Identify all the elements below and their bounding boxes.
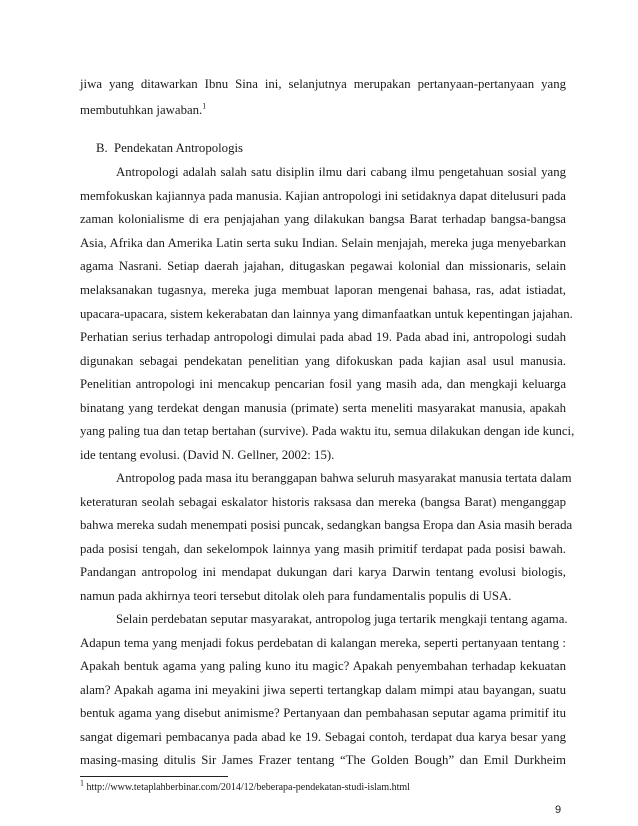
text-line: Perhatian serius terhadap antropologi dimulai pada abad 19. Pada abad ini, antropologi sudah — [80, 330, 566, 344]
text-line: yang paling tua dan tetap bertahan (survive). Pada waktu itu, semua dilakukan dengan ide kunci, — [80, 424, 575, 438]
text-line: ide tentang evolusi. (David N. Gellner, 2002: 15). — [80, 448, 335, 462]
text-line: alam? Apakah agama ini meyakini jiwa seperti tertangkap dalam mimpi atau bayangan, suatu — [80, 683, 566, 697]
text-line: zaman kolonialisme di era penjajahan yang dilakukan bangsa Barat terhadap bangsa-bangsa — [80, 212, 566, 226]
intro-line-end — [80, 102, 566, 118]
page-number: 9 — [555, 804, 562, 816]
footnote — [80, 778, 410, 793]
footnote-reference[interactable]: 1 — [202, 101, 207, 111]
section-letter: B. — [96, 141, 108, 155]
text-line: memfokuskan kajiannya pada manusia. Kajian antropologi ini setidaknya dapat ditelusuri pada — [80, 189, 566, 203]
text-line: agama Nasrani. Setiap daerah jajahan, ditugaskan pegawai kolonial dan missionaris, selain — [80, 259, 566, 273]
footnote-link[interactable]: http://www.tetaplahberbinar.com/2014/12/beberapa-pendekatan-studi-islam.html — [86, 782, 410, 793]
footnote-number: 1 — [80, 778, 84, 788]
text-line: Apakah bentuk agama yang paling kuno itu magic? Apakah penyembahan terhadap kekuatan — [80, 659, 566, 673]
text-line: upacara-upacara, sistem kekerabatan dan lainnya yang dimanfaatkan untuk kepentingan jajahan. — [80, 307, 573, 321]
text-line: pada posisi tengah, dan sekelompok lainnya yang masih primitif terdapat pada posisi bawah. — [80, 542, 566, 556]
text-line: namun pada akhirnya teori tersebut ditolak oleh para fundamentalis populis di USA. — [80, 589, 512, 603]
text-line: Asia, Afrika dan Amerika Latin serta suku Indian. Selain menjajah, mereka juga menyebarkan — [80, 236, 566, 250]
text-line: keteraturan seolah sebagai eskalator historis raksasa dan mereka (bangsa Barat) menganggap — [80, 495, 566, 509]
section-heading — [96, 141, 243, 156]
text-line: Selain perdebatan seputar masyarakat, antropolog juga tertarik mengkaji tentang agama. — [116, 612, 568, 626]
text-line: melaksanakan tugasnya, mereka juga membuat laporan mengenai bahasa, ras, adat istiadat, — [80, 283, 566, 297]
section-title: Pendekatan Antropologis — [114, 141, 244, 155]
text-line: bahwa mereka sudah menempati posisi puncak, sedangkan bangsa Eropa dan Asia masih berada — [80, 518, 573, 532]
intro-line: jiwa yang ditawarkan Ibnu Sina ini, selanjutnya merupakan pertanyaan-pertanyaan yang — [80, 77, 566, 91]
text-line: digunakan sebagai pendekatan penelitian yang difokuskan pada kajian asal usul manusia. — [80, 354, 566, 368]
footnote-divider — [80, 776, 228, 777]
text-line: bentuk agama yang disebut animisme? Pertanyaan dan pembahasan seputar agama primitif itu — [80, 706, 566, 720]
intro-text: membutuhkan jawaban. — [80, 103, 203, 117]
text-line: Adapun tema yang menjadi fokus perdebatan di kalangan mereka, seperti pertanyaan tentang : — [80, 636, 566, 650]
text-line: Antropologi adalah salah satu disiplin ilmu dari cabang ilmu pengetahuan sosial yang — [116, 165, 566, 179]
text-line: masing-masing ditulis Sir James Frazer tentang “The Golden Bough” dan Emil Durkheim — [80, 753, 566, 767]
text-line: Pandangan antropolog ini mendapat dukungan dari karya Darwin tentang evolusi biologis, — [80, 565, 566, 579]
text-line: binatang yang terdekat dengan manusia (primate) serta meneliti masyarakat manusia, apakah — [80, 401, 566, 415]
text-line: Antropolog pada masa itu beranggapan bahwa seluruh masyarakat manusia tertata dalam — [116, 471, 572, 485]
text-line: Penelitian antropologi ini mencakup pencarian fosil yang masih ada, dan mengkaji keluarga — [80, 377, 566, 391]
text-line: sangat digemari pembacanya pada abad ke 19. Sebagai contoh, terdapat dua karya besar yang — [80, 730, 566, 744]
